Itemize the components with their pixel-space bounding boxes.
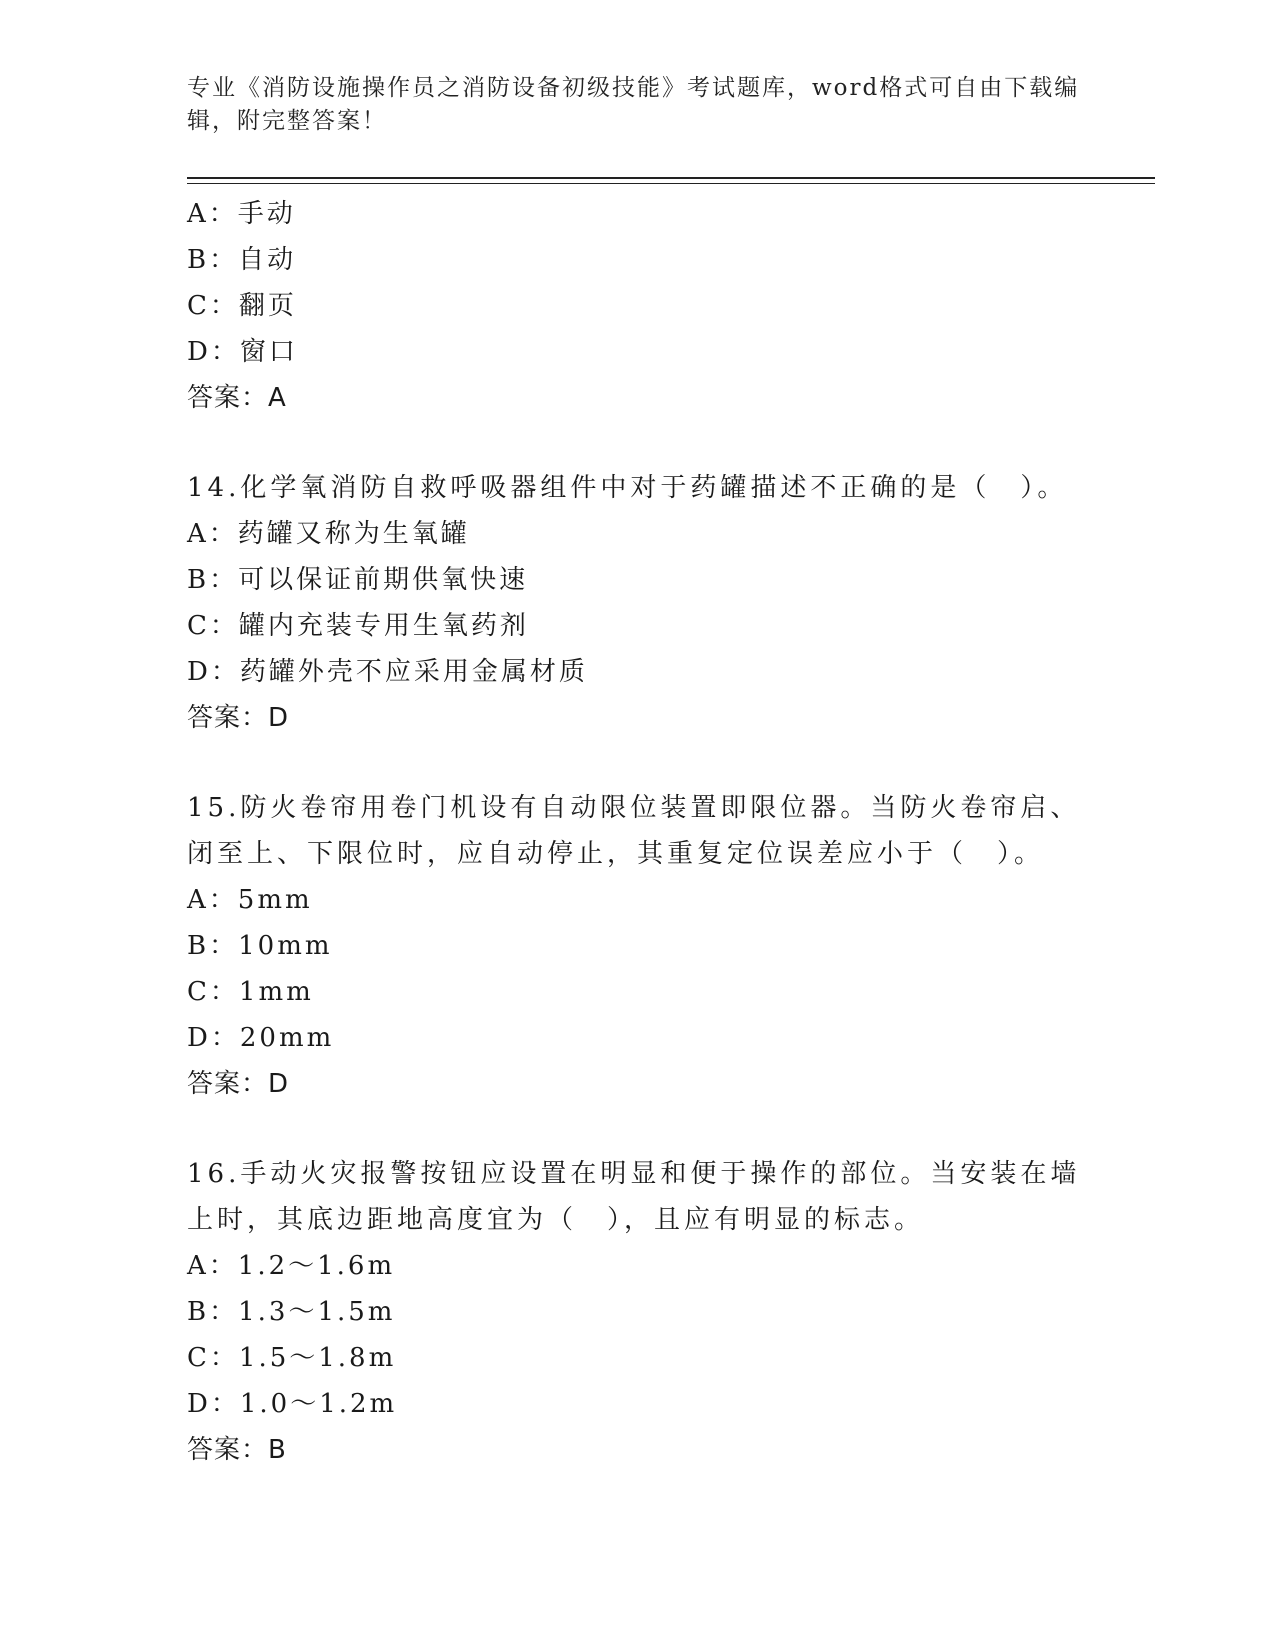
answer-line: 答案：B bbox=[187, 1435, 287, 1465]
answer-line: 答案：D bbox=[187, 1069, 290, 1099]
answer-line: 答案：D bbox=[187, 703, 290, 733]
option-a: A：1.2～1.6m bbox=[187, 1251, 396, 1281]
question-text: 15.防火卷帘用卷门机设有自动限位装置即限位器。当防火卷帘启、闭至上、下限位时，应自动停止，其重复定位误差应小于（ ）。 bbox=[187, 793, 1081, 869]
option-b: B：1.3～1.5m bbox=[187, 1297, 396, 1327]
option-a: A：手动 bbox=[187, 199, 296, 229]
question-15 bbox=[187, 785, 1087, 1107]
option-d: D：20mm bbox=[187, 1023, 335, 1053]
option-c: C：翻页 bbox=[187, 291, 297, 321]
question-list bbox=[187, 191, 1087, 1473]
answer-line: 答案：A bbox=[187, 383, 287, 413]
option-d: D：1.0～1.2m bbox=[187, 1389, 398, 1419]
header-divider-thick bbox=[187, 177, 1155, 179]
question-13-continued bbox=[187, 191, 1087, 421]
option-c: C：罐内充装专用生氧药剂 bbox=[187, 611, 529, 641]
question-14 bbox=[187, 465, 1087, 741]
option-d: D：窗口 bbox=[187, 337, 298, 367]
question-text: 14.化学氧消防自救呼吸器组件中对于药罐描述不正确的是（ ）。 bbox=[187, 473, 1068, 503]
option-a: A：药罐又称为生氧罐 bbox=[187, 519, 470, 549]
option-d: D：药罐外壳不应采用金属材质 bbox=[187, 657, 588, 687]
option-c: C：1.5～1.8m bbox=[187, 1343, 397, 1373]
option-c: C：1mm bbox=[187, 977, 314, 1007]
option-b: B：可以保证前期供氧快速 bbox=[187, 565, 529, 595]
option-b: B：自动 bbox=[187, 245, 297, 275]
question-text: 16.手动火灾报警按钮应设置在明显和便于操作的部位。当安装在墙上时，其底边距地高度宜为（ ），且应有明显的标志。 bbox=[187, 1159, 1081, 1235]
header-divider-thin bbox=[187, 183, 1155, 184]
option-a: A：5mm bbox=[187, 885, 313, 915]
question-16 bbox=[187, 1151, 1087, 1473]
document-header: 专业《消防设施操作员之消防设备初级技能》考试题库，word格式可自由下载编辑，附完整答案！ bbox=[187, 75, 1080, 134]
option-b: B：10mm bbox=[187, 931, 333, 961]
